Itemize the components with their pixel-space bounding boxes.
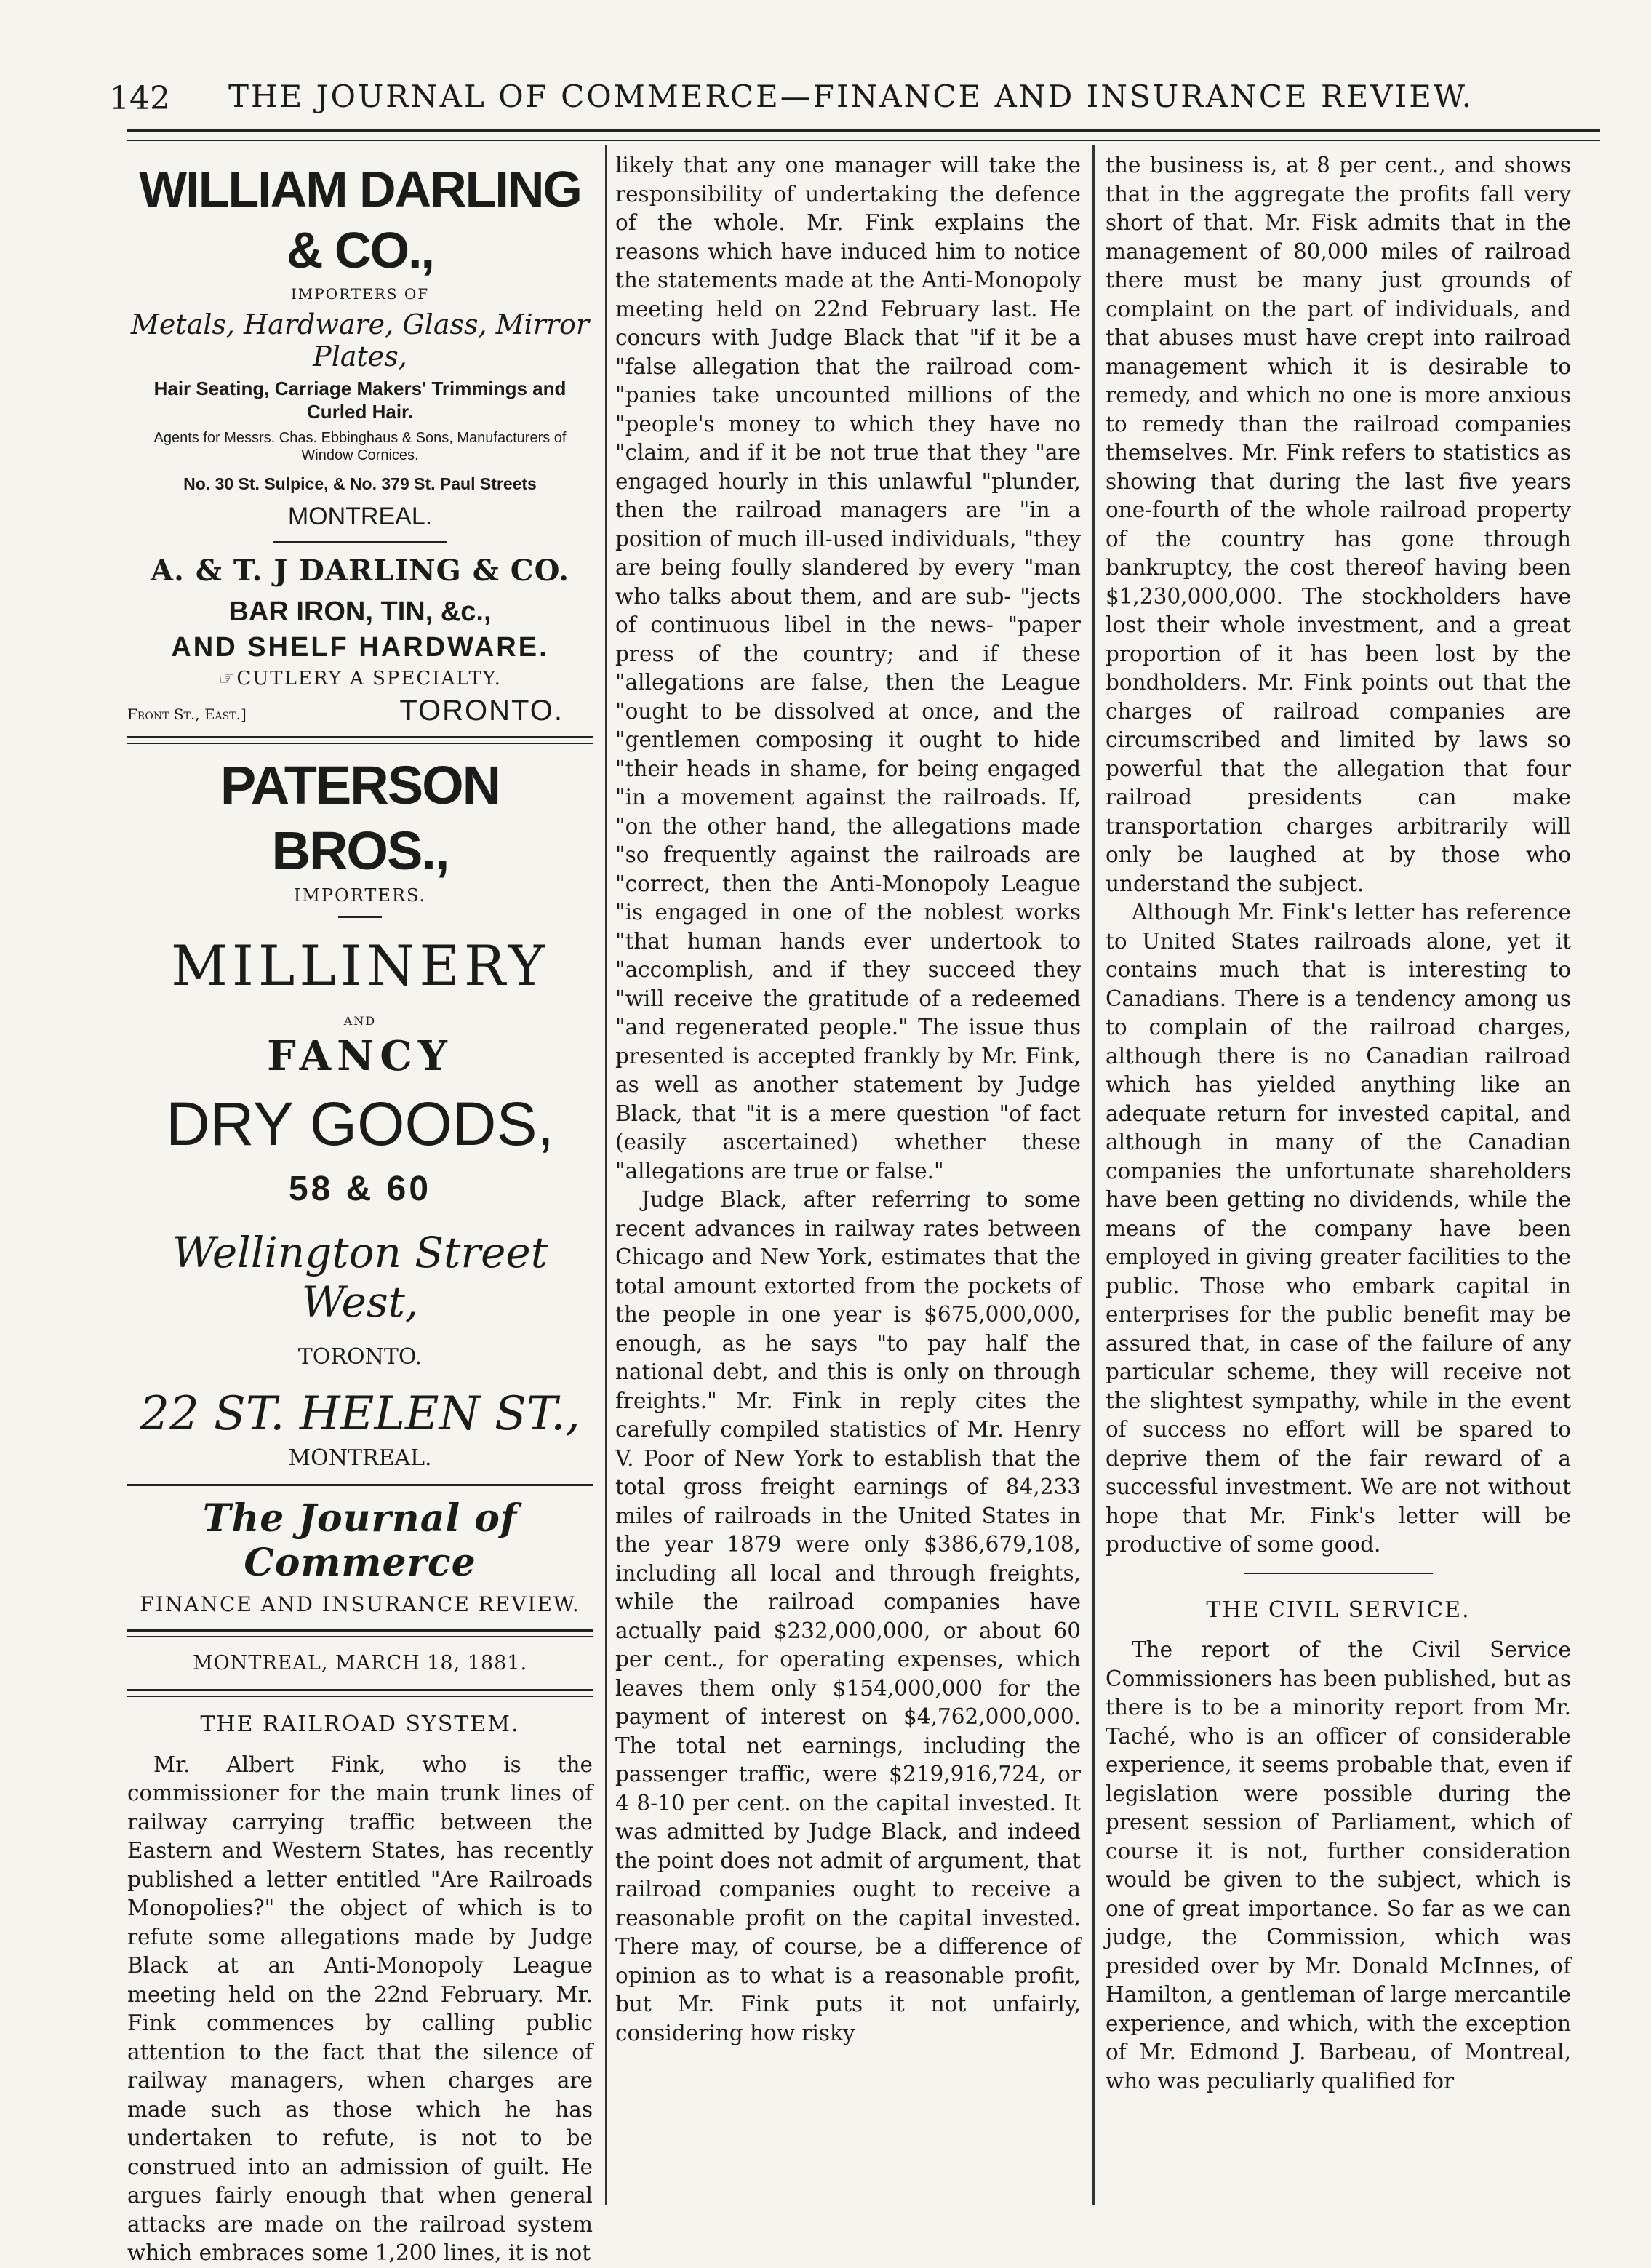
ad-text: BAR IRON, TIN, &c., xyxy=(228,596,492,627)
article-column-3 xyxy=(1106,151,1571,2096)
section-heading: THE CIVIL SERVICE. xyxy=(1206,1597,1471,1623)
article-paragraph: the business is, at 8 per cent., and shows that in the aggregate the profits fall very short of that. Mr. Fisk admits that in the management of 80,000 miles of railroad there must be many just grounds of complaint on the part of individuals, and that abuses must have crept into railroad management which it is desirable to remedy, and which no one is more anxious to remedy than the railroad companies themselves. Mr. Fink refers to statistics as showing that during the last five years one-fourth of the whole railroad property of the country has gone through bankruptcy, the cost thereof having been $1,230,000,000. The stockholders have lost their whole investment, and a great proportion of it has been lost by the bondholders. Mr. Fink points out that the charges of railroad companies are circumscribed and limited by laws so powerful that the allegation that four railroad presidents can make transportation charges arbitrarily will only be laughed at by those who understand the subject. xyxy=(1106,153,1571,896)
ad-text: MONTREAL. xyxy=(288,1445,432,1471)
advertisement-column xyxy=(127,145,593,2268)
article-paragraph: Although Mr. Fink's letter has reference to United States railroads alone, yet it contains much that is interesting to Canadians. There is a tendency among us to complain of the railroad charges, although there is no Canadian railroad which has yielded anything like an adequate return for invested capital, and although in many of the Canadian companies the unfortunate shareholders have been getting no dividends, while the means of the company have been employed in giving greater facilities to the public. Those who embark capital in enterprises for the public benefit may be assured that, in case of the failure of any particular scheme, they will receive not the slightest sympathy, while in the event of success no effort will be spared to deprive them of the fair reward of a successful investment. We are not without hope that Mr. Fink's letter will be productive of some good. xyxy=(1106,900,1571,1557)
column-divider xyxy=(605,145,607,2205)
ad-title: PATERSON BROS., xyxy=(220,755,500,881)
ad-darling-toronto xyxy=(127,554,593,744)
ad-text: IMPORTERS. xyxy=(293,885,427,906)
ad-text: ☞CUTLERY A SPECIALTY. xyxy=(218,668,502,690)
page-header xyxy=(109,74,1593,118)
section-divider xyxy=(1244,1573,1433,1574)
ad-text: 22 ST. HELEN ST., xyxy=(140,1387,580,1441)
article-paragraph: likely that any one manager will take the responsibility of undertaking the defence of the whole. Mr. Fink explains the reasons which have induced him to notice the statements made at the Anti-Monopoly meeting held on 22nd February last. He concurs with Judge Black that "if it be a "false allegation that the railroad com- "panies take uncounted millions of the "people's money to which they have no "claim, and if it be not true that they "are engaged hourly in this unlawful "plunder, then the railroad managers are "in a position of much ill-used individuals, "they are being foully slandered by every "man who talks about them, and are sub- "jects of continuous libel in the news- "paper press of the country; and if these "allegations are false, then the League "ought to be dissolved at once, and the "gentlemen composing it ought to hide "their heads in shame, for being engaged "in a movement against the railroads. If, "on the other hand, the allegations made "so frequently against the railroads are "correct, then the Anti-Monopoly League "is engaged in one of the noblest works "that human hands ever undertook to "accomplish, and if they succeed they "will receive the gratitude of a redeemed "and regenerated people." The issue thus presented is accepted frankly by Mr. Fink, as well as another statement by Judge Black, that "it is a mere question "of fact (easily ascertained) whether these "allegations are true or false." xyxy=(615,153,1081,1183)
masthead xyxy=(127,1496,593,1697)
ad-text: Metals, Hardware, Glass, Mirror Plates, xyxy=(130,308,590,372)
section-heading: THE RAILROAD SYSTEM. xyxy=(200,1712,520,1737)
column-divider xyxy=(1092,145,1095,2205)
dateline: MONTREAL, MARCH 18, 1881. xyxy=(192,1652,528,1674)
ad-text: TORONTO. xyxy=(297,1344,423,1370)
ad-text: MILLINERY xyxy=(171,933,549,998)
ad-text: Agents for Messrs. Chas. Ebbinghaus & Sons, Manufacturers of Window Cornices. xyxy=(153,430,567,463)
ad-divider xyxy=(127,736,593,744)
ad-text: Front St., East.] xyxy=(127,706,247,723)
masthead-rule xyxy=(127,1629,593,1637)
ad-text: AND xyxy=(343,1014,377,1028)
ad-text: TORONTO. xyxy=(399,695,564,727)
masthead-subtitle: FINANCE AND INSURANCE REVIEW. xyxy=(140,1592,580,1616)
ad-title: WILLIAM DARLING & CO., xyxy=(139,161,581,279)
masthead-title: The Journal of Commerce xyxy=(202,1496,518,1585)
ad-text: AND SHELF HARDWARE. xyxy=(171,632,549,663)
ad-divider xyxy=(273,541,447,543)
ad-text: MONTREAL. xyxy=(287,503,433,530)
article-railroad-start xyxy=(127,1710,593,2268)
masthead-rule xyxy=(127,1689,593,1697)
ad-title: A. & T. J DARLING & CO. xyxy=(151,554,569,588)
ad-divider xyxy=(127,1484,593,1486)
article-column-2 xyxy=(615,151,1081,2048)
article-paragraph: The report of the Civil Service Commissioners has been published, but as there is to be a minority report from Mr. Taché, who is an officer of considerable experience, it seems probable that, even if legislation were possible during the present session of Parliament, which of course it is not, further consideration would be given to the subject, which is one of great importance. So far as we can judge, the Commission, which was presided over by Mr. Donald McInnes, of Hamilton, a gentleman of large mercantile experience, and which, with the exception of Mr. Edmond J. Barbeau, of Montreal, who was peculiarly qualified for xyxy=(1106,1637,1571,2093)
article-paragraph: Judge Black, after referring to some recent advances in railway rates between Chicago and New York, estimates that the total amount extorted from the pockets of the people in one year is $675,000,000, enough, as he says "to pay half the national debt, and this is only on through freights." Mr. Fink in reply cites the carefully compiled statistics of Mr. Henry V. Poor of New York to establish that the total gross freight earnings of 84,233 miles of railroads in the United States in the year 1879 were only $386,679,108, including all local and through freights, while the railroad companies have actually paid $232,000,000, or about 60 per cent., for operating expenses, which leaves them only $154,000,000 for the payment of interest on $4,762,000,000. The total net earnings, including the passenger traffic, were $219,916,724, or 4 8-10 per cent. on the capital invested. It was admitted by Judge Black, and indeed the point does not admit of argument, that railroad companies ought to receive a reasonable profit on the capital invested. There may, of course, be a difference of opinion as to what is a reasonable profit, but Mr. Fink puts it not unfairly, considering how risky xyxy=(615,1187,1081,2045)
running-head: THE JOURNAL OF COMMERCE—FINANCE AND INSURANCE REVIEW. xyxy=(228,79,1474,114)
ad-text: Wellington Street West, xyxy=(172,1228,548,1327)
ad-text: FANCY xyxy=(267,1032,453,1080)
ad-text: IMPORTERS OF xyxy=(290,285,430,303)
ad-divider xyxy=(338,916,382,918)
ad-william-darling xyxy=(127,159,593,543)
ad-text: DRY GOODS, xyxy=(166,1090,554,1158)
page-number: 142 xyxy=(109,80,170,117)
article-paragraph: Mr. Albert Fink, who is the commissioner for the main trunk lines of railway carrying traffic between the Eastern and Western States, has recently published a letter entitled "Are Railroads Monopolies?" the object of which is to refute some allegations made by Judge Black at an Anti-Monopoly League meeting held on the 22nd February. Mr. Fink commences by calling public attention to the fact that the silence of railway managers, when charges are made such as those which he has undertaken to refute, is not to be construed into an admission of guilt. He argues fairly enough that when general attacks are made on the railroad system which embraces some 1,200 lines, it is not xyxy=(127,1752,593,2265)
header-rule xyxy=(127,129,1600,141)
ad-text: Hair Seating, Carriage Makers' Trimmings and Curled Hair. xyxy=(153,378,567,423)
ad-text: 58 & 60 xyxy=(288,1170,432,1208)
ad-text: No. 30 St. Sulpice, & No. 379 St. Paul Streets xyxy=(183,474,537,493)
ad-paterson-bros xyxy=(127,753,593,1486)
